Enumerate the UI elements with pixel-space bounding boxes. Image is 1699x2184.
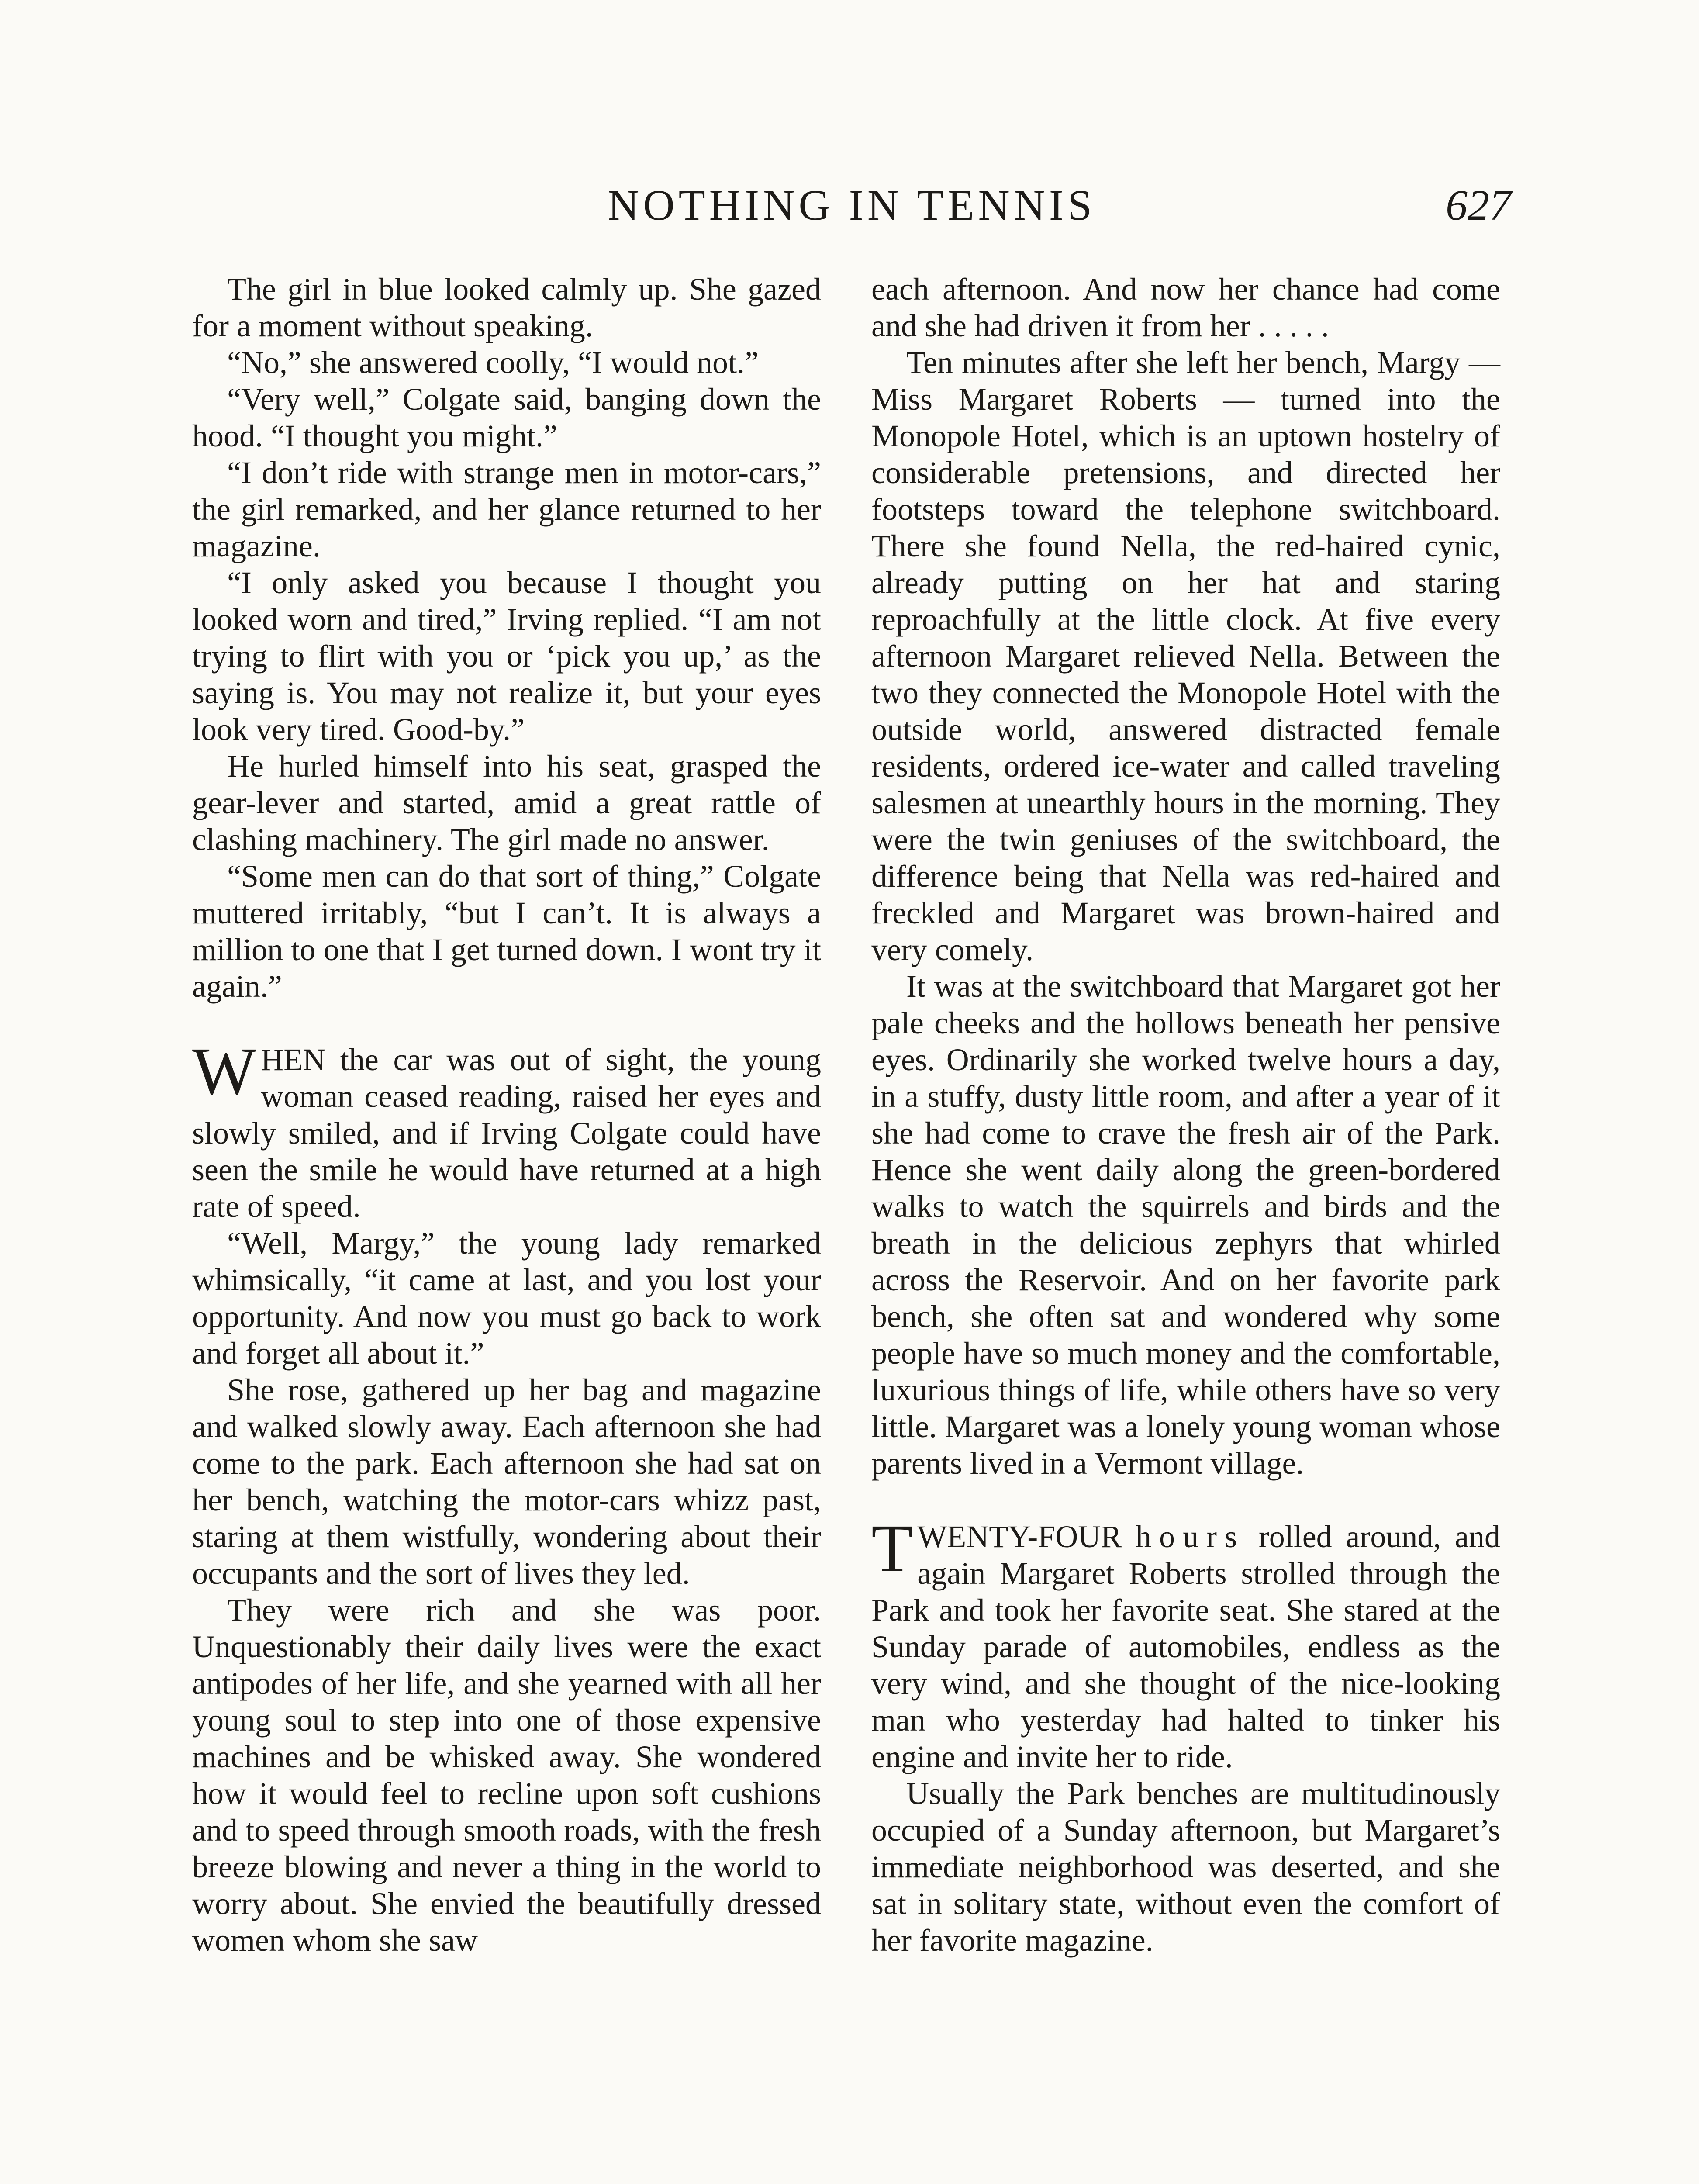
paragraph: “I don’t ride with strange men in motor-cars,” the girl remarked, and her glance returned to her magazine. [192, 455, 821, 563]
paragraph: She rose, gathered up her bag and magazine and walked slowly away. Each afternoon she had come to the park. Each afternoon she had sat on her bench, watching the motor-cars whizz past, staring at them wistfully, wondering about their occupants and the sort of lives they led. [192, 1372, 821, 1591]
section-opening-paragraph [871, 1510, 1501, 1775]
paragraph: “No,” she answered coolly, “I would not.” [227, 345, 759, 380]
paragraph: He hurled himself into his seat, grasped the gear-lever and started, amid a great rattle of clashing machinery. The girl made no answer. [192, 749, 821, 857]
paragraph: Usually the Park benches are multitudinously occupied of a Sunday afternoon, but Margaret’s immediate neighborhood was deserted, and she sat in solitary state, without even the comfort of her favorite magazine. [871, 1776, 1500, 1958]
paragraph: “Some men can do that sort of thing,” Colgate muttered irritably, “but I can’t. It is always a million to one that I get turned down. I wont try it again.” [192, 859, 821, 1004]
paragraph: Ten minutes after she left her bench, Margy — Miss Margaret Roberts — turned into the Monopole Hotel, which is an uptown hostelry of considerable pretensions, and directed her footsteps toward the telephone switchboard. There she found Nella, the red-haired cynic, already putting on her hat and staring reproachfully at the little clock. At five every afternoon Margaret relieved Nella. Between the two they connected the Monopole Hotel with the outside world, answered distracted female residents, ordered ice-water and called traveling salesmen at unearthly hours in the morning. They were the twin geniuses of the switchboard, the difference being that Nella was red-haired and freckled and Margaret was brown-haired and very comely. [871, 345, 1500, 967]
left-column [192, 271, 821, 1959]
page-header [192, 175, 1511, 236]
section-break [871, 1482, 1500, 1518]
spaced-word: hours [1136, 1519, 1245, 1554]
drop-cap: W [192, 1033, 257, 1109]
paragraph: It was at the switchboard that Margaret got her pale cheeks and the hollows beneath her pensive eyes. Ordinarily she worked twelve hours a day, in a stuffy, dusty little room, and after a year of it she had come to crave the fresh air of the Park. Hence she went daily along the green-bordered walks to watch the squirrels and birds and the breath in the delicious zephyrs that whirled across the Reservoir. And on her favorite park bench, she often sat and wondered why some people have so much money and the comfortable, luxurious things of life, while others have so very little. Margaret was a lonely young woman whose parents lived in a Vermont village. [871, 969, 1500, 1481]
paragraph: The girl in blue looked calmly up. She gazed for a moment without speaking. [192, 272, 821, 343]
paragraph-text: HEN the car was out of sight, the young woman ceased reading, raised her eyes and slowly smiled, and if Irving Colgate could have seen the smile he would have returned at a high rate of speed. [192, 1042, 821, 1224]
paragraph: They were rich and she was poor. Unquestionably their daily lives were the exact antipodes of her life, and she yearned with all her young soul to step into one of those expensive machines and be whisked away. She wondered how it would feel to recline upon soft cushions and to speed through smooth roads, with the fresh breeze blowing and never a thing in the world to worry about. She envied the beautifully dressed women whom she saw [192, 1593, 821, 1958]
continued-paragraph: each afternoon. And now her chance had come and she had driven it from her . . . . . [871, 272, 1500, 343]
page-number: 627 [1446, 181, 1511, 229]
right-column [871, 271, 1500, 1959]
drop-cap: T [871, 1510, 913, 1586]
paragraph-text: rolled around, and again Margaret Roberts strolled through the Park and took her favorite seat. She stared at the Sunday parade of automobiles, endless as the very wind, and she thought of the nice-looking man who yesterday had halted to tinker his engine and invite her to ride. [871, 1519, 1501, 1774]
section-break [192, 1005, 821, 1041]
section-opening-paragraph [192, 1033, 821, 1225]
paragraph-lead: WENTY-FOUR [917, 1519, 1122, 1554]
running-title: NOTHING IN TENNIS [608, 181, 1096, 229]
paragraph: “I only asked you because I thought you looked worn and tired,” Irving replied. “I am not trying to flirt with you or ‘pick you up,’ as the saying is. You may not realize it, but your eyes look very tired. Good-by.” [192, 565, 821, 747]
paragraph: “Very well,” Colgate said, banging down the hood. “I thought you might.” [192, 382, 821, 453]
paragraph: “Well, Margy,” the young lady remarked whimsically, “it came at last, and you lost your opportunity. And now you must go back to work and forget all about it.” [192, 1226, 821, 1371]
